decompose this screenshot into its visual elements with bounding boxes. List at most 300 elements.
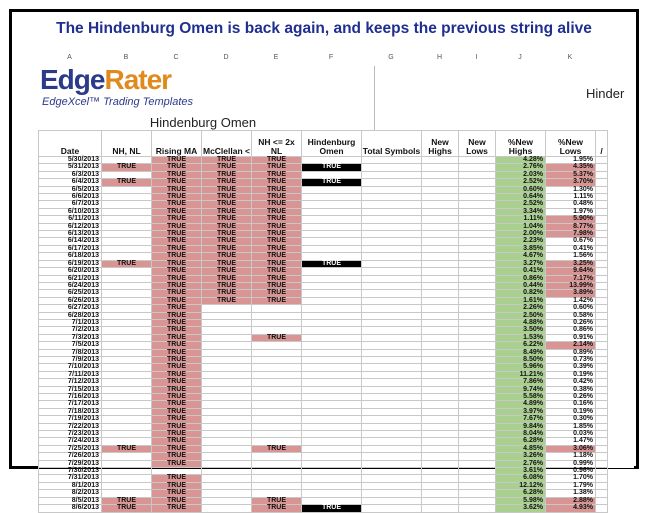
table-cell[interactable]: 7.86% xyxy=(496,379,546,386)
table-cell[interactable] xyxy=(202,312,252,319)
table-cell[interactable]: TRUE xyxy=(152,157,202,164)
table-cell[interactable] xyxy=(362,201,422,208)
table-cell[interactable] xyxy=(596,401,608,408)
table-cell[interactable]: 9.74% xyxy=(496,386,546,393)
table-cell[interactable]: TRUE xyxy=(152,371,202,378)
table-cell[interactable]: TRUE xyxy=(102,505,152,512)
table-cell[interactable]: TRUE xyxy=(152,342,202,349)
table-cell[interactable]: TRUE xyxy=(202,186,252,193)
table-cell[interactable]: 6/26/2013 xyxy=(39,297,102,304)
table-cell[interactable] xyxy=(459,475,496,482)
table-cell[interactable] xyxy=(362,371,422,378)
table-cell[interactable] xyxy=(362,312,422,319)
table-cell[interactable]: 6/20/2013 xyxy=(39,268,102,275)
table-cell[interactable] xyxy=(102,327,152,334)
table-cell[interactable] xyxy=(202,475,252,482)
table-cell[interactable] xyxy=(362,349,422,356)
table-cell[interactable] xyxy=(422,334,459,341)
table-cell[interactable]: 6.08% xyxy=(496,475,546,482)
table-cell[interactable] xyxy=(596,386,608,393)
table-cell[interactable]: 0.19% xyxy=(546,408,596,415)
table-cell[interactable]: TRUE xyxy=(252,290,302,297)
table-cell[interactable] xyxy=(302,201,362,208)
table-cell[interactable] xyxy=(422,416,459,423)
table-cell[interactable] xyxy=(362,416,422,423)
table-cell[interactable]: 7/2/2013 xyxy=(39,327,102,334)
table-cell[interactable]: 6/27/2013 xyxy=(39,305,102,312)
column-letter-f[interactable]: F xyxy=(328,54,334,61)
table-cell[interactable] xyxy=(459,327,496,334)
table-cell[interactable]: TRUE xyxy=(152,268,202,275)
table-cell[interactable] xyxy=(362,290,422,297)
table-cell[interactable] xyxy=(596,349,608,356)
table-cell[interactable] xyxy=(302,297,362,304)
table-cell[interactable]: 7/16/2013 xyxy=(39,394,102,401)
table-cell[interactable]: 1.11% xyxy=(496,216,546,223)
table-cell[interactable]: 0.30% xyxy=(546,416,596,423)
table-cell[interactable] xyxy=(596,371,608,378)
table-cell[interactable]: TRUE xyxy=(152,327,202,334)
table-cell[interactable] xyxy=(422,490,459,497)
table-cell[interactable]: 0.86% xyxy=(496,275,546,282)
table-cell[interactable] xyxy=(202,342,252,349)
table-cell[interactable]: 0.26% xyxy=(546,394,596,401)
table-cell[interactable] xyxy=(459,364,496,371)
table-cell[interactable] xyxy=(202,460,252,467)
table-cell[interactable] xyxy=(302,194,362,201)
table-cell[interactable] xyxy=(362,327,422,334)
table-cell[interactable] xyxy=(252,401,302,408)
column-header[interactable]: NH, NL xyxy=(102,131,152,157)
table-cell[interactable] xyxy=(422,423,459,430)
table-cell[interactable] xyxy=(202,364,252,371)
table-cell[interactable]: 6/4/2013 xyxy=(39,179,102,186)
table-cell[interactable]: TRUE xyxy=(202,260,252,267)
table-cell[interactable]: 0.38% xyxy=(546,386,596,393)
table-cell[interactable]: TRUE xyxy=(252,238,302,245)
table-cell[interactable] xyxy=(302,416,362,423)
table-cell[interactable]: 2.14% xyxy=(546,342,596,349)
table-cell[interactable]: TRUE xyxy=(202,290,252,297)
table-cell[interactable] xyxy=(422,394,459,401)
table-cell[interactable] xyxy=(459,379,496,386)
table-cell[interactable]: 6/19/2013 xyxy=(39,260,102,267)
table-cell[interactable] xyxy=(422,290,459,297)
table-cell[interactable]: 3.25% xyxy=(546,260,596,267)
table-cell[interactable]: TRUE xyxy=(152,231,202,238)
column-header[interactable]: NH <= 2x NL xyxy=(252,131,302,157)
table-cell[interactable] xyxy=(422,438,459,445)
table-cell[interactable]: 9.64% xyxy=(546,268,596,275)
table-cell[interactable] xyxy=(302,186,362,193)
table-cell[interactable] xyxy=(102,401,152,408)
table-cell[interactable] xyxy=(596,460,608,467)
table-cell[interactable]: 7/3/2013 xyxy=(39,334,102,341)
table-cell[interactable]: 0.82% xyxy=(496,290,546,297)
table-cell[interactable]: 3.97% xyxy=(496,408,546,415)
table-cell[interactable] xyxy=(459,490,496,497)
table-cell[interactable] xyxy=(302,475,362,482)
table-cell[interactable]: TRUE xyxy=(252,231,302,238)
table-cell[interactable]: 13.99% xyxy=(546,282,596,289)
table-cell[interactable] xyxy=(596,194,608,201)
table-cell[interactable]: TRUE xyxy=(152,482,202,489)
table-cell[interactable] xyxy=(362,260,422,267)
table-cell[interactable] xyxy=(362,164,422,171)
table-cell[interactable]: TRUE xyxy=(202,238,252,245)
table-cell[interactable] xyxy=(422,201,459,208)
table-cell[interactable] xyxy=(362,238,422,245)
table-cell[interactable] xyxy=(362,305,422,312)
table-cell[interactable] xyxy=(362,208,422,215)
table-cell[interactable] xyxy=(252,453,302,460)
table-cell[interactable] xyxy=(362,505,422,512)
table-cell[interactable] xyxy=(302,379,362,386)
table-cell[interactable]: TRUE xyxy=(152,223,202,230)
table-cell[interactable]: TRUE xyxy=(302,164,362,171)
table-cell[interactable]: TRUE xyxy=(202,171,252,178)
table-cell[interactable] xyxy=(422,386,459,393)
table-cell[interactable]: 2.76% xyxy=(496,460,546,467)
table-cell[interactable]: TRUE xyxy=(252,216,302,223)
table-cell[interactable] xyxy=(252,364,302,371)
table-cell[interactable] xyxy=(302,349,362,356)
table-cell[interactable]: 3.50% xyxy=(496,327,546,334)
table-cell[interactable] xyxy=(102,334,152,341)
table-cell[interactable] xyxy=(302,312,362,319)
table-cell[interactable]: 6/3/2013 xyxy=(39,171,102,178)
table-cell[interactable] xyxy=(302,364,362,371)
table-cell[interactable] xyxy=(596,268,608,275)
table-cell[interactable]: 0.67% xyxy=(546,238,596,245)
column-letter-e[interactable]: E xyxy=(273,54,279,61)
table-cell[interactable] xyxy=(362,194,422,201)
table-cell[interactable]: TRUE xyxy=(202,245,252,252)
table-cell[interactable]: 4.35% xyxy=(546,164,596,171)
table-cell[interactable] xyxy=(422,482,459,489)
table-cell[interactable] xyxy=(422,260,459,267)
table-cell[interactable]: 0.44% xyxy=(496,282,546,289)
table-cell[interactable]: TRUE xyxy=(202,282,252,289)
table-cell[interactable]: 1.30% xyxy=(546,186,596,193)
table-cell[interactable] xyxy=(202,319,252,326)
table-cell[interactable] xyxy=(596,260,608,267)
table-cell[interactable] xyxy=(596,245,608,252)
table-cell[interactable]: TRUE xyxy=(152,445,202,452)
table-cell[interactable]: 6/14/2013 xyxy=(39,238,102,245)
table-cell[interactable]: TRUE xyxy=(152,253,202,260)
table-cell[interactable] xyxy=(202,468,252,475)
table-cell[interactable] xyxy=(252,468,302,475)
table-cell[interactable] xyxy=(422,282,459,289)
table-cell[interactable] xyxy=(596,164,608,171)
table-cell[interactable] xyxy=(362,431,422,438)
table-cell[interactable] xyxy=(302,356,362,363)
table-cell[interactable]: 7/10/2013 xyxy=(39,364,102,371)
table-cell[interactable] xyxy=(422,505,459,512)
table-cell[interactable]: 6/5/2013 xyxy=(39,186,102,193)
table-cell[interactable]: TRUE xyxy=(152,356,202,363)
column-header[interactable]: Date xyxy=(39,131,102,157)
table-cell[interactable]: 0.42% xyxy=(546,379,596,386)
table-cell[interactable] xyxy=(252,379,302,386)
table-cell[interactable]: TRUE xyxy=(152,497,202,504)
table-cell[interactable] xyxy=(252,475,302,482)
table-cell[interactable] xyxy=(422,497,459,504)
table-cell[interactable] xyxy=(459,431,496,438)
table-cell[interactable] xyxy=(302,319,362,326)
table-cell[interactable] xyxy=(302,268,362,275)
table-cell[interactable]: TRUE xyxy=(302,260,362,267)
table-cell[interactable]: TRUE xyxy=(152,201,202,208)
table-cell[interactable]: 7/24/2013 xyxy=(39,438,102,445)
table-cell[interactable]: TRUE xyxy=(102,445,152,452)
table-cell[interactable] xyxy=(422,364,459,371)
table-cell[interactable]: TRUE xyxy=(152,408,202,415)
table-cell[interactable] xyxy=(302,468,362,475)
table-cell[interactable]: TRUE xyxy=(202,208,252,215)
table-cell[interactable]: 6/28/2013 xyxy=(39,312,102,319)
table-cell[interactable]: TRUE xyxy=(102,164,152,171)
table-cell[interactable]: 3.27% xyxy=(496,260,546,267)
table-cell[interactable]: TRUE xyxy=(152,453,202,460)
table-cell[interactable]: TRUE xyxy=(152,179,202,186)
table-cell[interactable] xyxy=(596,431,608,438)
table-cell[interactable]: 3.62% xyxy=(496,505,546,512)
column-letter-h[interactable]: H xyxy=(436,54,443,61)
table-cell[interactable]: TRUE xyxy=(252,171,302,178)
table-cell[interactable]: TRUE xyxy=(152,379,202,386)
table-cell[interactable]: 7/1/2013 xyxy=(39,319,102,326)
column-header[interactable]: Hindenburg Omen xyxy=(302,131,362,157)
table-cell[interactable]: TRUE xyxy=(152,216,202,223)
table-cell[interactable] xyxy=(596,305,608,312)
table-cell[interactable] xyxy=(422,164,459,171)
table-cell[interactable] xyxy=(102,245,152,252)
table-cell[interactable] xyxy=(202,356,252,363)
table-cell[interactable] xyxy=(422,453,459,460)
table-cell[interactable]: 6/6/2013 xyxy=(39,194,102,201)
column-letter-g[interactable]: G xyxy=(388,54,394,61)
table-cell[interactable] xyxy=(459,371,496,378)
table-cell[interactable]: 8/5/2013 xyxy=(39,497,102,504)
table-cell[interactable]: TRUE xyxy=(252,201,302,208)
table-cell[interactable] xyxy=(102,282,152,289)
table-cell[interactable]: 0.60% xyxy=(546,305,596,312)
table-cell[interactable]: 6/13/2013 xyxy=(39,231,102,238)
table-cell[interactable] xyxy=(362,342,422,349)
table-cell[interactable] xyxy=(422,268,459,275)
table-cell[interactable] xyxy=(422,371,459,378)
table-cell[interactable] xyxy=(362,423,422,430)
column-header[interactable]: New Highs xyxy=(422,131,459,157)
table-cell[interactable]: 1.04% xyxy=(496,223,546,230)
table-cell[interactable] xyxy=(422,171,459,178)
table-cell[interactable] xyxy=(252,386,302,393)
table-cell[interactable] xyxy=(422,245,459,252)
table-cell[interactable]: 7/23/2013 xyxy=(39,431,102,438)
table-cell[interactable]: 0.86% xyxy=(546,327,596,334)
table-cell[interactable]: 0.03% xyxy=(546,431,596,438)
table-cell[interactable]: 2.52% xyxy=(496,179,546,186)
table-cell[interactable]: 7/26/2013 xyxy=(39,453,102,460)
table-cell[interactable] xyxy=(459,164,496,171)
table-cell[interactable]: 0.41% xyxy=(546,245,596,252)
table-cell[interactable]: 1.70% xyxy=(546,475,596,482)
table-cell[interactable] xyxy=(596,319,608,326)
table-cell[interactable] xyxy=(459,482,496,489)
table-cell[interactable]: TRUE xyxy=(152,364,202,371)
column-header[interactable]: Total Symbols xyxy=(362,131,422,157)
table-cell[interactable] xyxy=(102,356,152,363)
table-cell[interactable]: TRUE xyxy=(302,505,362,512)
table-cell[interactable]: TRUE xyxy=(152,245,202,252)
table-cell[interactable] xyxy=(102,379,152,386)
table-cell[interactable] xyxy=(362,468,422,475)
table-cell[interactable] xyxy=(422,401,459,408)
table-cell[interactable] xyxy=(596,482,608,489)
table-cell[interactable] xyxy=(252,305,302,312)
table-cell[interactable] xyxy=(102,275,152,282)
table-cell[interactable]: TRUE xyxy=(252,275,302,282)
table-cell[interactable]: TRUE xyxy=(152,401,202,408)
table-cell[interactable]: 6.28% xyxy=(496,490,546,497)
table-cell[interactable]: 1.97% xyxy=(546,208,596,215)
table-cell[interactable] xyxy=(202,416,252,423)
table-cell[interactable]: TRUE xyxy=(252,245,302,252)
table-cell[interactable]: 7.98% xyxy=(546,231,596,238)
table-cell[interactable] xyxy=(459,253,496,260)
table-cell[interactable]: 0.89% xyxy=(546,349,596,356)
table-cell[interactable] xyxy=(459,179,496,186)
table-cell[interactable] xyxy=(459,260,496,267)
table-cell[interactable]: 5.96% xyxy=(496,364,546,371)
table-cell[interactable] xyxy=(302,371,362,378)
table-cell[interactable] xyxy=(596,275,608,282)
table-cell[interactable]: TRUE xyxy=(152,305,202,312)
table-cell[interactable] xyxy=(362,275,422,282)
table-cell[interactable] xyxy=(362,356,422,363)
table-cell[interactable] xyxy=(596,364,608,371)
table-cell[interactable] xyxy=(362,445,422,452)
table-cell[interactable] xyxy=(102,408,152,415)
table-cell[interactable] xyxy=(422,223,459,230)
table-cell[interactable] xyxy=(362,216,422,223)
table-cell[interactable] xyxy=(422,157,459,164)
table-cell[interactable] xyxy=(422,179,459,186)
table-cell[interactable] xyxy=(596,297,608,304)
table-cell[interactable] xyxy=(459,386,496,393)
table-cell[interactable] xyxy=(202,386,252,393)
table-cell[interactable] xyxy=(252,431,302,438)
table-cell[interactable] xyxy=(422,305,459,312)
table-cell[interactable] xyxy=(302,275,362,282)
table-cell[interactable]: 5/30/2013 xyxy=(39,157,102,164)
table-cell[interactable] xyxy=(252,371,302,378)
table-cell[interactable]: 6/21/2013 xyxy=(39,275,102,282)
table-cell[interactable] xyxy=(202,438,252,445)
table-cell[interactable] xyxy=(202,371,252,378)
table-cell[interactable] xyxy=(422,468,459,475)
table-cell[interactable] xyxy=(596,327,608,334)
table-cell[interactable]: TRUE xyxy=(152,416,202,423)
table-cell[interactable] xyxy=(252,349,302,356)
table-cell[interactable]: 7/30/2013 xyxy=(39,468,102,475)
table-cell[interactable] xyxy=(302,245,362,252)
table-cell[interactable]: TRUE xyxy=(202,157,252,164)
table-cell[interactable] xyxy=(422,431,459,438)
table-cell[interactable] xyxy=(362,460,422,467)
table-cell[interactable] xyxy=(102,423,152,430)
table-cell[interactable]: 6/25/2013 xyxy=(39,290,102,297)
table-cell[interactable] xyxy=(302,334,362,341)
table-cell[interactable]: TRUE xyxy=(252,208,302,215)
table-cell[interactable]: 7/17/2013 xyxy=(39,401,102,408)
table-cell[interactable] xyxy=(596,408,608,415)
table-cell[interactable] xyxy=(102,208,152,215)
table-cell[interactable] xyxy=(459,268,496,275)
table-cell[interactable]: 7/18/2013 xyxy=(39,408,102,415)
table-cell[interactable]: 1.47% xyxy=(546,438,596,445)
table-cell[interactable] xyxy=(459,186,496,193)
table-cell[interactable]: 12.12% xyxy=(496,482,546,489)
table-cell[interactable]: 0.41% xyxy=(496,268,546,275)
table-cell[interactable]: TRUE xyxy=(302,179,362,186)
table-cell[interactable] xyxy=(459,438,496,445)
table-cell[interactable] xyxy=(422,312,459,319)
table-cell[interactable] xyxy=(596,497,608,504)
table-cell[interactable]: 6/11/2013 xyxy=(39,216,102,223)
table-cell[interactable] xyxy=(362,223,422,230)
table-cell[interactable]: 0.91% xyxy=(546,334,596,341)
table-cell[interactable] xyxy=(596,231,608,238)
table-cell[interactable] xyxy=(302,342,362,349)
table-cell[interactable]: TRUE xyxy=(152,431,202,438)
table-cell[interactable] xyxy=(302,282,362,289)
table-cell[interactable]: 0.26% xyxy=(546,319,596,326)
table-cell[interactable]: 4.89% xyxy=(496,401,546,408)
table-cell[interactable]: 4.28% xyxy=(496,157,546,164)
table-cell[interactable]: TRUE xyxy=(152,171,202,178)
table-cell[interactable] xyxy=(102,201,152,208)
table-cell[interactable] xyxy=(362,171,422,178)
table-cell[interactable] xyxy=(459,408,496,415)
table-cell[interactable] xyxy=(459,305,496,312)
table-cell[interactable] xyxy=(459,194,496,201)
table-cell[interactable]: TRUE xyxy=(202,268,252,275)
table-cell[interactable]: TRUE xyxy=(152,312,202,319)
table-cell[interactable] xyxy=(102,416,152,423)
table-cell[interactable]: TRUE xyxy=(152,334,202,341)
table-cell[interactable]: TRUE xyxy=(102,260,152,267)
table-cell[interactable] xyxy=(102,364,152,371)
table-cell[interactable] xyxy=(362,157,422,164)
table-cell[interactable]: TRUE xyxy=(102,497,152,504)
table-cell[interactable] xyxy=(202,394,252,401)
table-cell[interactable] xyxy=(252,423,302,430)
table-cell[interactable] xyxy=(202,497,252,504)
column-letter-c[interactable]: C xyxy=(173,54,179,61)
table-cell[interactable]: 0.73% xyxy=(546,356,596,363)
table-cell[interactable]: TRUE xyxy=(252,505,302,512)
table-cell[interactable] xyxy=(302,460,362,467)
table-cell[interactable]: 3.85% xyxy=(496,245,546,252)
table-cell[interactable] xyxy=(459,245,496,252)
table-cell[interactable]: TRUE xyxy=(202,223,252,230)
column-header[interactable]: / xyxy=(596,131,608,157)
column-header[interactable]: Rising MA xyxy=(152,131,202,157)
table-cell[interactable] xyxy=(202,490,252,497)
